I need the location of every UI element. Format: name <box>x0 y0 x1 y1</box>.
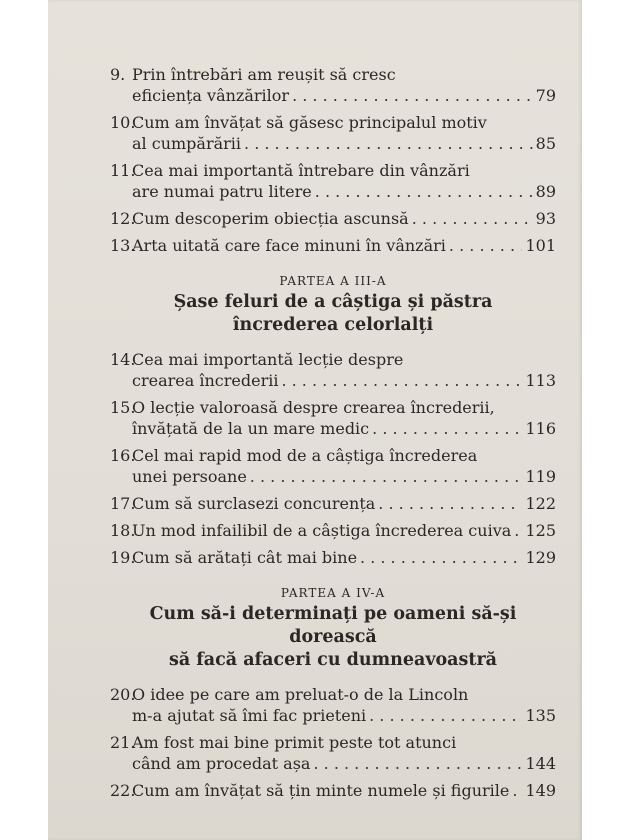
toc-entry-line1 <box>110 112 556 133</box>
toc-entry[interactable] <box>110 445 556 487</box>
toc-entry-number: 12. <box>110 209 136 228</box>
toc-page-number: 101 <box>525 236 556 255</box>
toc-entry[interactable] <box>110 493 556 514</box>
toc-entry-line2 <box>110 370 556 391</box>
toc-entry-line1 <box>110 160 556 181</box>
toc-entry-line1 <box>110 349 556 370</box>
toc-section-top <box>110 64 556 256</box>
toc-entry-number: 15. <box>110 398 136 417</box>
toc-entry-title-cont: al cumpărării <box>132 134 242 153</box>
toc-leader-dots <box>250 466 523 487</box>
toc-entry-line1 <box>110 547 556 568</box>
toc-leader-dots <box>378 493 522 514</box>
toc-entry[interactable] <box>110 235 556 256</box>
toc-entry-line2 <box>110 418 556 439</box>
part3-title-line: Șase feluri de a câștiga și păstra <box>173 292 493 312</box>
toc-entry-number: 10. <box>110 113 136 132</box>
toc-entry-line2 <box>110 753 556 774</box>
toc-entry[interactable] <box>110 520 556 541</box>
part4-label: PARTEA A IV-A <box>280 586 386 600</box>
toc-entry-title-cont: are numai patru litere <box>132 182 312 201</box>
toc-page-number: 79 <box>535 86 556 105</box>
toc-entry-title-cont: unei persoane <box>132 467 247 486</box>
part4-title-line: să facă afaceri cu dumneavoastră <box>168 650 497 670</box>
toc-entry[interactable] <box>110 397 556 439</box>
toc-entry-line2 <box>110 466 556 487</box>
toc-entry-title: Cum am învățat să țin minte numele și figurile <box>132 781 510 800</box>
part4-title <box>110 603 556 672</box>
toc-entry-title-cont: m-a ajutat să îmi fac prieteni <box>132 706 367 725</box>
toc-entry[interactable] <box>110 547 556 568</box>
toc-entry[interactable] <box>110 208 556 229</box>
toc-entry[interactable] <box>110 732 556 774</box>
toc-page-number: 125 <box>525 521 556 540</box>
part3-title <box>110 291 556 337</box>
toc-entry-line1 <box>110 732 556 753</box>
toc-entry-line1 <box>110 493 556 514</box>
toc-leader-dots <box>412 208 533 229</box>
toc-page-number: 149 <box>525 781 556 800</box>
toc-entry-number: 11. <box>110 161 136 180</box>
toc-entry-number: 14. <box>110 350 136 369</box>
toc-leader-dots <box>292 85 533 106</box>
toc-entry-number: 16. <box>110 446 136 465</box>
toc-page-number: 116 <box>525 419 556 438</box>
toc-entry-number: 22. <box>110 781 136 800</box>
toc-entry-title: Cea mai importantă întrebare din vânzări <box>132 161 470 180</box>
toc-leader-dots <box>512 780 522 801</box>
toc-page-number: 93 <box>535 209 556 228</box>
toc-leader-dots <box>372 418 522 439</box>
toc-leader-dots <box>244 133 533 154</box>
toc-entry-number: 20. <box>110 685 136 704</box>
toc-entry-line2 <box>110 133 556 154</box>
toc-entry-title: Cum am învățat să găsesc principalul motiv <box>132 113 487 132</box>
toc-entry-line1 <box>110 235 556 256</box>
toc-entry-title-cont: învățată de la un mare medic <box>132 419 370 438</box>
toc-leader-dots <box>315 181 533 202</box>
toc-entry-title: Cum să surclasezi concurența <box>132 494 376 513</box>
toc-entry-title: O idee pe care am preluat-o de la Lincoln <box>132 685 469 704</box>
toc-entry-line1 <box>110 780 556 801</box>
toc-leader-dots <box>514 520 522 541</box>
toc-entry-line1 <box>110 520 556 541</box>
toc-entry-number: 13. <box>110 236 136 255</box>
toc-page-number: 113 <box>525 371 556 390</box>
toc-entry-number: 17. <box>110 494 136 513</box>
toc-entry-line2 <box>110 85 556 106</box>
toc-entry-line1 <box>110 445 556 466</box>
toc-entry-title: Prin întrebări am reușit să cresc <box>132 65 396 84</box>
toc-entry-line1 <box>110 397 556 418</box>
toc-leader-dots <box>369 705 522 726</box>
toc-entry-number: 18. <box>110 521 136 540</box>
toc-section-part3 <box>110 349 556 568</box>
toc-leader-dots <box>281 370 522 391</box>
toc-entry-line1 <box>110 684 556 705</box>
toc-page-number: 89 <box>535 182 556 201</box>
toc-entry-title-cont: când am procedat așa <box>132 754 311 773</box>
toc-entry-title: Arta uitată care face minuni în vânzări <box>132 236 446 255</box>
toc-entry[interactable] <box>110 64 556 106</box>
part4-title-line: Cum să-i determinați pe oameni să-și dorească <box>149 604 517 647</box>
toc-leader-dots <box>313 753 522 774</box>
toc-entry-line2 <box>110 181 556 202</box>
table-of-contents <box>110 64 556 807</box>
toc-page-number: 122 <box>525 494 556 513</box>
toc-entry-title: Cum să arătați cât mai bine <box>132 548 358 567</box>
part3-title-line: încrederea celorlalți <box>232 315 434 335</box>
toc-entry-number: 9. <box>110 65 126 84</box>
toc-entry-title: Un mod infailibil de a câștiga încrederea cuiva <box>132 521 512 540</box>
toc-entry[interactable] <box>110 112 556 154</box>
toc-page-number: 135 <box>525 706 556 725</box>
toc-entry[interactable] <box>110 684 556 726</box>
toc-entry-number: 19. <box>110 548 136 567</box>
toc-entry[interactable] <box>110 349 556 391</box>
toc-page-number: 129 <box>525 548 556 567</box>
toc-entry[interactable] <box>110 780 556 801</box>
toc-entry-line1 <box>110 64 556 85</box>
toc-entry-line1 <box>110 208 556 229</box>
toc-entry[interactable] <box>110 160 556 202</box>
part3-label: PARTEA A III-A <box>279 274 387 288</box>
toc-entry-title: Cel mai rapid mod de a câștiga încrederea <box>132 446 478 465</box>
toc-entry-title-cont: eficiența vânzărilor <box>132 86 290 105</box>
toc-entry-title: Cea mai importantă lecție despre <box>132 350 404 369</box>
toc-entry-title: Am fost mai bine primit peste tot atunci <box>132 733 457 752</box>
toc-entry-title: O lecție valoroasă despre crearea încrederii, <box>132 398 495 417</box>
toc-leader-dots <box>360 547 522 568</box>
toc-entry-title-cont: crearea încrederii <box>132 371 279 390</box>
toc-page-number: 144 <box>525 754 556 773</box>
toc-entry-title: Cum descoperim obiecția ascunsă <box>132 209 409 228</box>
toc-section-part4 <box>110 684 556 801</box>
toc-leader-dots <box>449 235 523 256</box>
toc-entry-line2 <box>110 705 556 726</box>
toc-entry-number: 21. <box>110 733 136 752</box>
toc-page-number: 85 <box>535 134 556 153</box>
toc-page-number: 119 <box>525 467 556 486</box>
book-page <box>48 0 582 840</box>
